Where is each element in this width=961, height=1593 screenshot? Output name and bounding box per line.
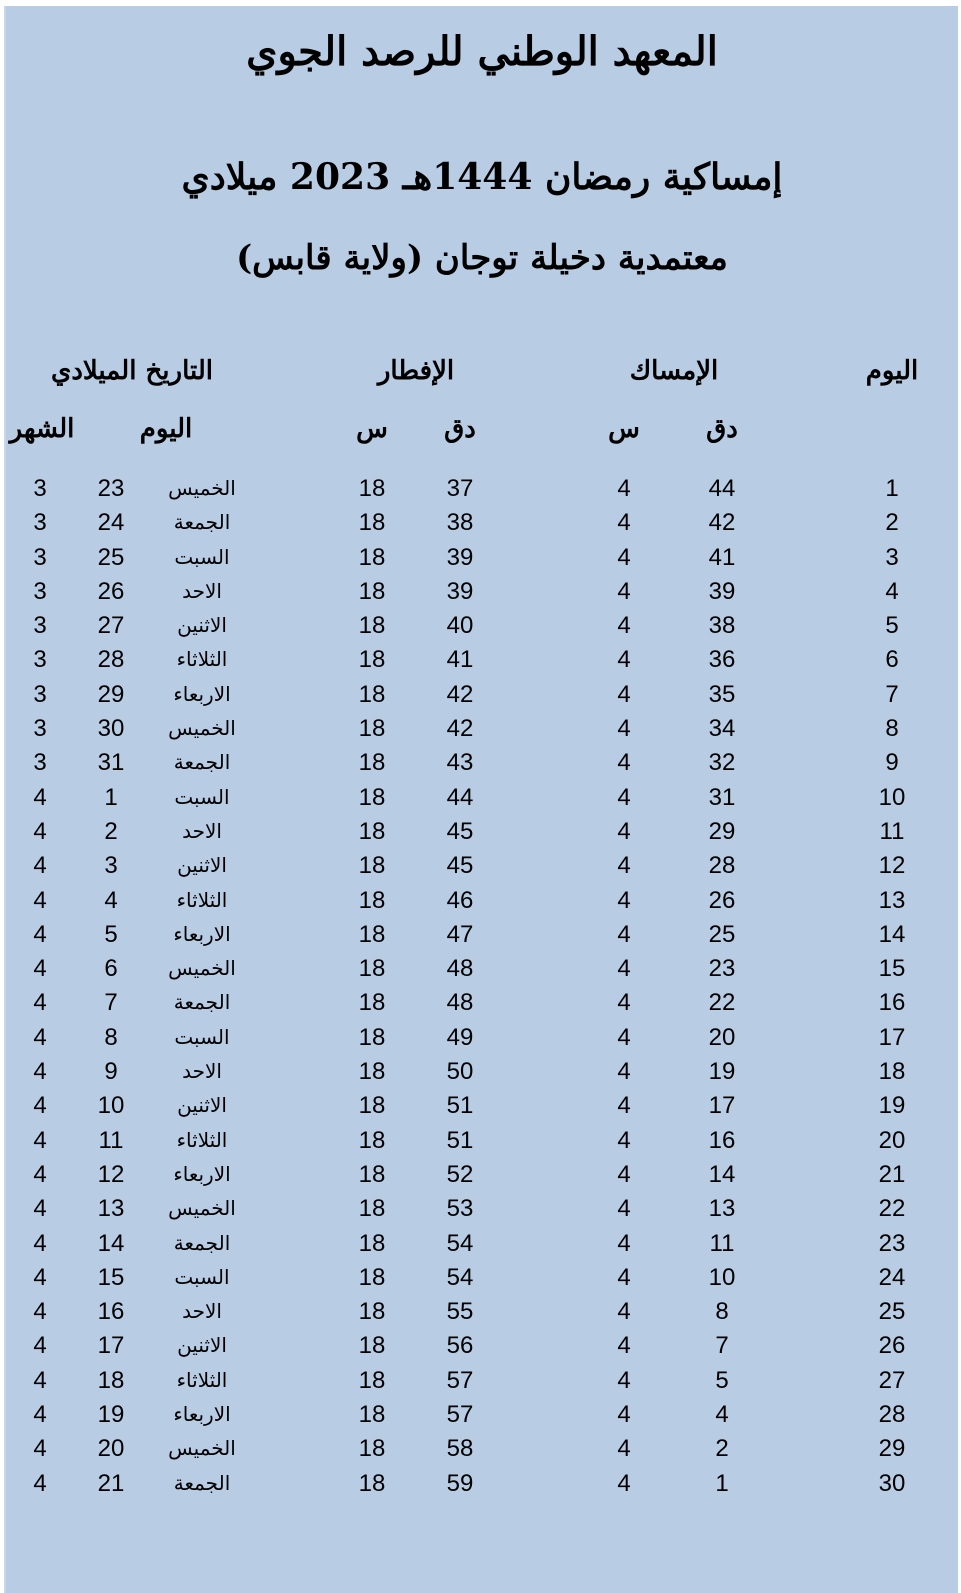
cell-gregorian-month: 4 <box>33 955 47 983</box>
cell-gregorian-day: 23 <box>97 475 125 502</box>
cell-imsak-minutes: 28 <box>708 852 736 880</box>
cell-ramadan-day: 26 <box>878 1332 906 1360</box>
table-row <box>6 1192 958 1226</box>
cell-imsak-minutes: 36 <box>708 646 736 674</box>
cell-imsak-minutes: 44 <box>708 475 736 502</box>
cell-gregorian-day: 4 <box>104 886 118 914</box>
cell-ramadan-day: 1 <box>885 475 899 502</box>
cell-gregorian-day: 10 <box>97 1092 125 1120</box>
cell-gregorian-day: 30 <box>97 715 125 743</box>
cell-imsak-hours: 4 <box>617 1435 631 1463</box>
cell-ramadan-day: 21 <box>878 1160 906 1188</box>
cell-imsak-minutes: 23 <box>708 955 736 983</box>
cell-gregorian-month: 4 <box>33 1469 47 1497</box>
cell-iftar-minutes: 52 <box>446 1160 474 1188</box>
cell-imsak-minutes: 14 <box>708 1160 736 1188</box>
header-iftar: الإفطار <box>377 356 455 386</box>
cell-imsak-minutes: 4 <box>715 1401 729 1429</box>
table-row <box>6 1364 958 1398</box>
cell-weekday: الثلاثاء <box>176 889 228 912</box>
cell-imsak-minutes: 8 <box>715 1298 729 1326</box>
cell-iftar-minutes: 48 <box>446 989 474 1017</box>
cell-imsak-hours: 4 <box>617 509 631 537</box>
cell-gregorian-month: 3 <box>33 680 47 708</box>
cell-ramadan-day: 29 <box>878 1435 906 1463</box>
cell-ramadan-day: 13 <box>878 886 906 914</box>
table-row <box>6 1158 958 1192</box>
cell-weekday: السبت <box>174 546 230 569</box>
table-row <box>6 1432 958 1466</box>
cell-gregorian-month: 3 <box>33 577 47 605</box>
cell-weekday: الجمعة <box>173 1472 231 1495</box>
table-row <box>6 918 958 952</box>
table-row <box>6 781 958 815</box>
cell-gregorian-month: 3 <box>33 749 47 777</box>
cell-gregorian-day: 2 <box>104 817 118 845</box>
cell-gregorian-day: 15 <box>97 1263 125 1291</box>
cell-iftar-minutes: 37 <box>446 475 474 502</box>
cell-iftar-minutes: 40 <box>446 612 474 640</box>
table-row <box>6 643 958 677</box>
header-iftar-minutes: دق <box>444 414 476 444</box>
cell-weekday: الاربعاء <box>173 923 231 946</box>
cell-iftar-hours: 18 <box>358 1160 386 1188</box>
cell-imsak-minutes: 20 <box>708 1023 736 1051</box>
imsakiya-subtitle: إمساكية رمضان 1444هـ 2023 ميلادي <box>181 156 783 198</box>
cell-gregorian-month: 4 <box>33 920 47 948</box>
cell-gregorian-day: 11 <box>98 1126 124 1154</box>
cell-gregorian-day: 12 <box>97 1160 125 1188</box>
cell-imsak-minutes: 39 <box>708 577 736 605</box>
cell-iftar-minutes: 48 <box>446 955 474 983</box>
cell-weekday: الخميس <box>168 718 236 741</box>
cell-imsak-minutes: 29 <box>708 817 736 845</box>
cell-iftar-minutes: 51 <box>446 1092 474 1120</box>
cell-iftar-minutes: 43 <box>446 749 474 777</box>
cell-imsak-minutes: 16 <box>708 1126 736 1154</box>
cell-iftar-minutes: 58 <box>446 1435 474 1463</box>
cell-imsak-hours: 4 <box>617 1092 631 1120</box>
cell-iftar-hours: 18 <box>358 1126 386 1154</box>
cell-gregorian-month: 4 <box>33 1366 47 1394</box>
cell-gregorian-day: 21 <box>97 1469 125 1497</box>
cell-iftar-minutes: 47 <box>446 920 474 948</box>
table-row <box>6 884 958 918</box>
cell-imsak-minutes: 32 <box>708 749 736 777</box>
cell-gregorian-day: 1 <box>104 783 118 811</box>
cell-imsak-minutes: 38 <box>708 612 736 640</box>
cell-iftar-minutes: 44 <box>446 783 474 811</box>
cell-gregorian-day: 20 <box>97 1435 125 1463</box>
cell-iftar-minutes: 38 <box>446 509 474 537</box>
cell-imsak-minutes: 17 <box>708 1092 736 1120</box>
table-row <box>6 1467 958 1501</box>
cell-imsak-hours: 4 <box>617 920 631 948</box>
cell-iftar-minutes: 50 <box>446 1058 474 1086</box>
cell-iftar-minutes: 57 <box>446 1366 474 1394</box>
cell-iftar-hours: 18 <box>358 955 386 983</box>
cell-iftar-hours: 18 <box>358 1401 386 1429</box>
cell-imsak-hours: 4 <box>617 886 631 914</box>
cell-iftar-minutes: 56 <box>446 1332 474 1360</box>
cell-gregorian-month: 3 <box>33 715 47 743</box>
cell-weekday: الاحد <box>182 1061 222 1084</box>
cell-ramadan-day: 3 <box>885 543 899 571</box>
header-iftar-hours: س <box>356 414 388 444</box>
imsakiya-panel <box>4 6 958 1593</box>
table-row <box>6 1021 958 1055</box>
cell-gregorian-month: 4 <box>33 1023 47 1051</box>
cell-gregorian-month: 4 <box>33 1058 47 1086</box>
cell-gregorian-month: 3 <box>33 475 47 502</box>
cell-gregorian-month: 4 <box>33 1401 47 1429</box>
cell-gregorian-month: 3 <box>33 543 47 571</box>
cell-iftar-hours: 18 <box>358 749 386 777</box>
table-row <box>6 986 958 1020</box>
table-row <box>6 678 958 712</box>
cell-weekday: الاثنين <box>177 615 227 638</box>
cell-gregorian-month: 3 <box>33 509 47 537</box>
cell-gregorian-day: 16 <box>97 1298 125 1326</box>
cell-gregorian-day: 3 <box>104 852 118 880</box>
location-subtitle: معتمدية دخيلة توجان (ولاية قابس) <box>236 238 728 278</box>
cell-weekday: السبت <box>174 786 230 809</box>
cell-gregorian-month: 4 <box>33 817 47 845</box>
cell-iftar-hours: 18 <box>358 612 386 640</box>
cell-imsak-hours: 4 <box>617 989 631 1017</box>
cell-iftar-minutes: 55 <box>446 1298 474 1326</box>
cell-imsak-hours: 4 <box>617 1023 631 1051</box>
cell-imsak-hours: 4 <box>617 749 631 777</box>
cell-iftar-hours: 18 <box>358 1435 386 1463</box>
cell-weekday: الثلاثاء <box>176 1129 228 1152</box>
cell-iftar-hours: 18 <box>358 1263 386 1291</box>
cell-imsak-hours: 4 <box>617 1058 631 1086</box>
cell-gregorian-day: 18 <box>97 1366 125 1394</box>
header-gregorian-month: الشهر <box>9 414 75 444</box>
cell-imsak-hours: 4 <box>617 577 631 605</box>
cell-ramadan-day: 23 <box>878 1229 906 1257</box>
cell-weekday: الاحد <box>182 1301 222 1324</box>
cell-gregorian-day: 29 <box>97 680 125 708</box>
cell-imsak-minutes: 22 <box>708 989 736 1017</box>
cell-gregorian-day: 17 <box>97 1332 125 1360</box>
cell-ramadan-day: 24 <box>878 1263 906 1291</box>
cell-iftar-hours: 18 <box>358 817 386 845</box>
cell-iftar-minutes: 53 <box>446 1195 474 1223</box>
cell-imsak-minutes: 11 <box>709 1229 735 1257</box>
cell-imsak-minutes: 5 <box>715 1366 729 1394</box>
cell-gregorian-day: 8 <box>104 1023 118 1051</box>
cell-iftar-minutes: 42 <box>446 680 474 708</box>
cell-weekday: السبت <box>174 1266 230 1289</box>
cell-iftar-hours: 18 <box>358 543 386 571</box>
cell-imsak-hours: 4 <box>617 646 631 674</box>
header-gregorian-day: اليوم <box>139 414 193 444</box>
cell-gregorian-month: 4 <box>33 1298 47 1326</box>
cell-gregorian-month: 3 <box>33 612 47 640</box>
cell-imsak-hours: 4 <box>617 1229 631 1257</box>
cell-imsak-hours: 4 <box>617 1160 631 1188</box>
header-day: اليوم <box>865 356 919 386</box>
cell-iftar-minutes: 41 <box>446 646 474 674</box>
cell-iftar-hours: 18 <box>358 1298 386 1326</box>
cell-gregorian-month: 4 <box>33 989 47 1017</box>
cell-iftar-minutes: 57 <box>446 1401 474 1429</box>
table-row <box>6 1055 958 1089</box>
cell-imsak-minutes: 25 <box>708 920 736 948</box>
cell-imsak-hours: 4 <box>617 715 631 743</box>
cell-gregorian-day: 6 <box>104 955 118 983</box>
cell-imsak-hours: 4 <box>617 783 631 811</box>
cell-iftar-hours: 18 <box>358 1366 386 1394</box>
table-row <box>6 1261 958 1295</box>
cell-ramadan-day: 22 <box>878 1195 906 1223</box>
table-row <box>6 472 958 506</box>
cell-ramadan-day: 8 <box>885 715 899 743</box>
cell-weekday: الخميس <box>168 1438 236 1461</box>
cell-imsak-minutes: 19 <box>708 1058 736 1086</box>
cell-weekday: الثلاثاء <box>176 1369 228 1392</box>
cell-iftar-hours: 18 <box>358 1229 386 1257</box>
cell-ramadan-day: 7 <box>885 680 899 708</box>
cell-iftar-hours: 18 <box>358 1058 386 1086</box>
cell-weekday: الجمعة <box>173 512 231 535</box>
cell-iftar-minutes: 51 <box>446 1126 474 1154</box>
cell-gregorian-month: 4 <box>33 852 47 880</box>
cell-gregorian-month: 4 <box>33 1229 47 1257</box>
cell-imsak-minutes: 34 <box>708 715 736 743</box>
cell-weekday: الاحد <box>182 580 222 603</box>
cell-iftar-hours: 18 <box>358 920 386 948</box>
cell-ramadan-day: 20 <box>878 1126 906 1154</box>
table-row <box>6 1295 958 1329</box>
cell-imsak-hours: 4 <box>617 612 631 640</box>
cell-imsak-hours: 4 <box>617 1401 631 1429</box>
cell-weekday: الاحد <box>182 820 222 843</box>
table-row <box>6 952 958 986</box>
cell-weekday: الجمعة <box>173 1232 231 1255</box>
cell-iftar-minutes: 49 <box>446 1023 474 1051</box>
cell-weekday: الجمعة <box>173 752 231 775</box>
header-imsak: الإمساك <box>629 356 719 386</box>
cell-iftar-minutes: 54 <box>446 1263 474 1291</box>
cell-gregorian-month: 4 <box>33 886 47 914</box>
cell-gregorian-month: 4 <box>33 1263 47 1291</box>
cell-imsak-hours: 4 <box>617 475 631 502</box>
schedule-table <box>6 472 958 1501</box>
cell-imsak-minutes: 41 <box>708 543 736 571</box>
cell-imsak-minutes: 7 <box>715 1332 729 1360</box>
cell-gregorian-day: 14 <box>97 1229 125 1257</box>
cell-imsak-minutes: 42 <box>708 509 736 537</box>
table-row <box>6 849 958 883</box>
table-row <box>6 575 958 609</box>
cell-iftar-hours: 18 <box>358 852 386 880</box>
table-row <box>6 1227 958 1261</box>
cell-iftar-hours: 18 <box>358 715 386 743</box>
cell-gregorian-month: 3 <box>33 646 47 674</box>
cell-iftar-hours: 18 <box>358 577 386 605</box>
cell-gregorian-day: 24 <box>97 509 125 537</box>
cell-ramadan-day: 18 <box>878 1058 906 1086</box>
cell-iftar-hours: 18 <box>358 1092 386 1120</box>
cell-imsak-minutes: 2 <box>715 1435 729 1463</box>
cell-weekday: الاثنين <box>177 855 227 878</box>
cell-imsak-hours: 4 <box>617 680 631 708</box>
cell-imsak-minutes: 10 <box>708 1263 736 1291</box>
cell-iftar-hours: 18 <box>358 509 386 537</box>
cell-weekday: الاثنين <box>177 1095 227 1118</box>
cell-weekday: الاربعاء <box>173 1163 231 1186</box>
table-row <box>6 1398 958 1432</box>
table-row <box>6 1124 958 1158</box>
cell-ramadan-day: 4 <box>885 577 899 605</box>
cell-ramadan-day: 5 <box>885 612 899 640</box>
cell-ramadan-day: 9 <box>885 749 899 777</box>
cell-iftar-hours: 18 <box>358 783 386 811</box>
cell-gregorian-month: 4 <box>33 1435 47 1463</box>
header-imsak-minutes: دق <box>706 414 738 444</box>
cell-imsak-hours: 4 <box>617 543 631 571</box>
cell-iftar-hours: 18 <box>358 1195 386 1223</box>
cell-imsak-hours: 4 <box>617 1366 631 1394</box>
table-row <box>6 609 958 643</box>
cell-imsak-hours: 4 <box>617 1263 631 1291</box>
cell-gregorian-day: 13 <box>97 1195 125 1223</box>
cell-ramadan-day: 25 <box>878 1298 906 1326</box>
cell-weekday: الجمعة <box>173 992 231 1015</box>
cell-ramadan-day: 19 <box>878 1092 906 1120</box>
cell-ramadan-day: 15 <box>878 955 906 983</box>
cell-iftar-hours: 18 <box>358 1332 386 1360</box>
cell-gregorian-day: 5 <box>104 920 118 948</box>
cell-weekday: الخميس <box>168 1198 236 1221</box>
cell-gregorian-day: 26 <box>97 577 125 605</box>
cell-ramadan-day: 27 <box>878 1366 906 1394</box>
cell-imsak-hours: 4 <box>617 1332 631 1360</box>
cell-imsak-hours: 4 <box>617 955 631 983</box>
cell-gregorian-month: 4 <box>33 783 47 811</box>
cell-iftar-minutes: 46 <box>446 886 474 914</box>
cell-iftar-hours: 18 <box>358 1469 386 1497</box>
table-row <box>6 541 958 575</box>
cell-iftar-minutes: 45 <box>446 852 474 880</box>
cell-ramadan-day: 17 <box>878 1023 906 1051</box>
cell-gregorian-month: 4 <box>33 1126 47 1154</box>
cell-imsak-hours: 4 <box>617 852 631 880</box>
institute-title: المعهد الوطني للرصد الجوي <box>246 28 718 75</box>
cell-gregorian-month: 4 <box>33 1160 47 1188</box>
cell-gregorian-month: 4 <box>33 1195 47 1223</box>
cell-iftar-hours: 18 <box>358 1023 386 1051</box>
table-row <box>6 506 958 540</box>
cell-imsak-minutes: 26 <box>708 886 736 914</box>
cell-gregorian-day: 7 <box>104 989 118 1017</box>
cell-gregorian-day: 9 <box>104 1058 118 1086</box>
cell-imsak-hours: 4 <box>617 1126 631 1154</box>
cell-iftar-hours: 18 <box>358 886 386 914</box>
cell-weekday: الخميس <box>168 478 236 500</box>
cell-imsak-minutes: 1 <box>715 1469 729 1497</box>
cell-iftar-minutes: 45 <box>446 817 474 845</box>
cell-iftar-minutes: 54 <box>446 1229 474 1257</box>
cell-imsak-minutes: 35 <box>708 680 736 708</box>
cell-ramadan-day: 10 <box>878 783 906 811</box>
cell-iftar-minutes: 39 <box>446 577 474 605</box>
cell-weekday: الاثنين <box>177 1335 227 1358</box>
cell-iftar-hours: 18 <box>358 989 386 1017</box>
header-gregorian-date: التاريخ الميلادي <box>50 356 214 386</box>
cell-imsak-hours: 4 <box>617 1195 631 1223</box>
cell-imsak-hours: 4 <box>617 817 631 845</box>
cell-weekday: الاربعاء <box>173 1404 231 1427</box>
cell-ramadan-day: 2 <box>885 509 899 537</box>
cell-iftar-hours: 18 <box>358 475 386 502</box>
cell-ramadan-day: 11 <box>879 817 905 845</box>
cell-iftar-minutes: 59 <box>446 1469 474 1497</box>
cell-gregorian-day: 31 <box>97 749 125 777</box>
header-imsak-hours: س <box>608 414 640 444</box>
cell-ramadan-day: 6 <box>885 646 899 674</box>
cell-imsak-hours: 4 <box>617 1469 631 1497</box>
cell-gregorian-month: 4 <box>33 1092 47 1120</box>
cell-gregorian-day: 28 <box>97 646 125 674</box>
cell-ramadan-day: 28 <box>878 1401 906 1429</box>
cell-gregorian-month: 4 <box>33 1332 47 1360</box>
table-row <box>6 1089 958 1123</box>
cell-ramadan-day: 16 <box>878 989 906 1017</box>
cell-weekday: السبت <box>174 1026 230 1049</box>
cell-ramadan-day: 14 <box>878 920 906 948</box>
cell-iftar-hours: 18 <box>358 680 386 708</box>
cell-gregorian-day: 19 <box>97 1401 125 1429</box>
cell-weekday: الثلاثاء <box>176 649 228 672</box>
cell-imsak-minutes: 13 <box>708 1195 736 1223</box>
cell-iftar-minutes: 42 <box>446 715 474 743</box>
cell-iftar-minutes: 39 <box>446 543 474 571</box>
cell-weekday: الاربعاء <box>173 683 231 706</box>
cell-iftar-hours: 18 <box>358 646 386 674</box>
table-row <box>6 815 958 849</box>
cell-gregorian-day: 27 <box>97 612 125 640</box>
cell-imsak-hours: 4 <box>617 1298 631 1326</box>
table-row <box>6 712 958 746</box>
table-row <box>6 1329 958 1363</box>
cell-imsak-minutes: 31 <box>708 783 736 811</box>
cell-gregorian-day: 25 <box>97 543 125 571</box>
table-row <box>6 746 958 780</box>
cell-ramadan-day: 12 <box>878 852 906 880</box>
cell-weekday: الخميس <box>168 958 236 981</box>
cell-ramadan-day: 30 <box>878 1469 906 1497</box>
